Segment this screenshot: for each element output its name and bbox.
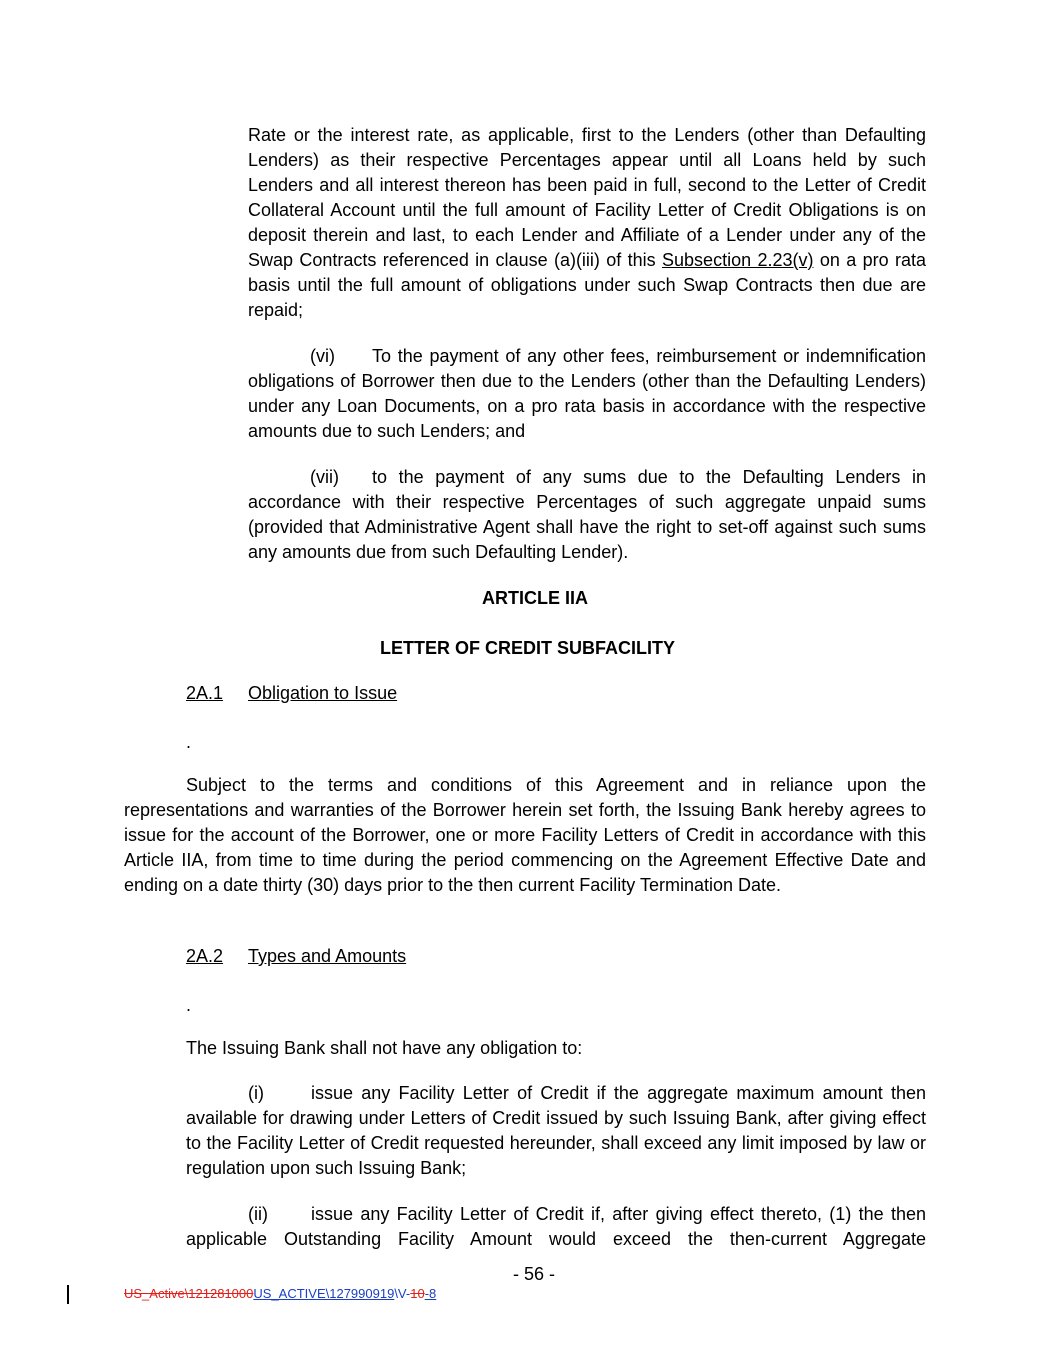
paragraph-vii	[248, 465, 926, 565]
paragraph-v-continuation	[248, 123, 926, 323]
section-2a2-item-ii	[186, 1202, 926, 1252]
section-2a1-dot: .	[186, 732, 192, 752]
item-i-label: (i)	[248, 1083, 264, 1103]
paragraph-vi	[248, 344, 926, 444]
section-2a1-title: Obligation to Issue	[248, 683, 398, 703]
document-footer	[124, 1285, 436, 1303]
page-number: - 56 -	[512, 1264, 555, 1284]
item-ii-text: issue any Facility Letter of Credit if, after giving effect thereto, (1) the then applicable Outstanding Facility Amount would exceed the then-current Aggregate	[186, 1204, 926, 1249]
footer-inserted-version: -8	[424, 1286, 437, 1301]
section-2a2-dot: .	[186, 995, 192, 1015]
section-2a1-body	[124, 773, 926, 898]
item-ii-label: (ii)	[248, 1204, 268, 1224]
footer-deleted-id: US_Active\121281000	[124, 1286, 254, 1301]
section-2a1-body-text: Subject to the terms and conditions of this Agreement and in reliance upon the representations and warranties of the Borrower herein set forth, the Issuing Bank hereby agrees to issue for the account of the Borrower, one or more Facility Letters of Credit in accordance with this Article IIA, from time to time during the period commencing on the Agreement Effective Date and ending on a date thirty (30) days prior to the then current Facility Termination Date.	[124, 775, 926, 895]
section-2a2-number: 2A.2	[186, 946, 224, 966]
article-title: LETTER OF CREDIT SUBFACILITY	[380, 638, 675, 658]
subsection-reference-link: Subsection 2.23(v)	[662, 250, 814, 270]
item-vi-label: (vi)	[310, 346, 335, 366]
change-bar	[67, 1285, 69, 1304]
paragraph-v-text-b: on a pro rata basis until the full amount of obligations under such Swap Contracts then due are repaid;	[248, 250, 926, 320]
item-vi-text: To the payment of any other fees, reimbursement or indemnification obligations of Borrower then due to the Lenders (other than the Defaulting Lenders) under any Loan Documents, on a pro rata basis in accordance with the respective amounts due to such Lenders; and	[248, 346, 926, 441]
article-number: ARTICLE IIA	[482, 588, 588, 608]
section-2a2-heading	[186, 944, 406, 969]
footer-inserted-id: US_ACTIVE\127990919	[253, 1286, 395, 1301]
section-2a1-number: 2A.1	[186, 683, 224, 703]
section-2a1-heading	[186, 681, 397, 706]
footer-deleted-version: 10	[410, 1286, 425, 1301]
section-2a2-title: Types and Amounts	[248, 946, 407, 966]
item-i-text: issue any Facility Letter of Credit if the aggregate maximum amount then available for drawing under Letters of Credit issued by such Issuing Bank, after giving effect to the Facility Letter of Credit requested hereunder, shall exceed any limit imposed by law or regulation upon such Issuing Bank;	[186, 1083, 926, 1178]
item-vii-text: to the payment of any sums due to the Defaulting Lenders in accordance with their respective Percentages of such aggregate unpaid sums (provided that Administrative Agent shall have the right to set-off against such sums any amounts due from such Defaulting Lender).	[248, 467, 926, 562]
paragraph-v-text-a: Rate or the interest rate, as applicable, first to the Lenders (other than Defaulting Lenders) as their respective Percentages appear until all Loans held by such Lenders and all interest thereon has been paid in full, second to the Letter of Credit Collateral Account until the full amount of Facility Letter of Credit Obligations is on deposit therein and last, to each Lender and Affiliate of a Lender under any of the Swap Contracts referenced in clause (a)(iii) of this	[248, 125, 926, 270]
section-2a2-item-i	[186, 1081, 926, 1181]
footer-version-prefix: \V-	[394, 1286, 411, 1301]
item-vii-label: (vii)	[310, 467, 339, 487]
section-2a2-intro: The Issuing Bank shall not have any obligation to:	[186, 1038, 583, 1058]
